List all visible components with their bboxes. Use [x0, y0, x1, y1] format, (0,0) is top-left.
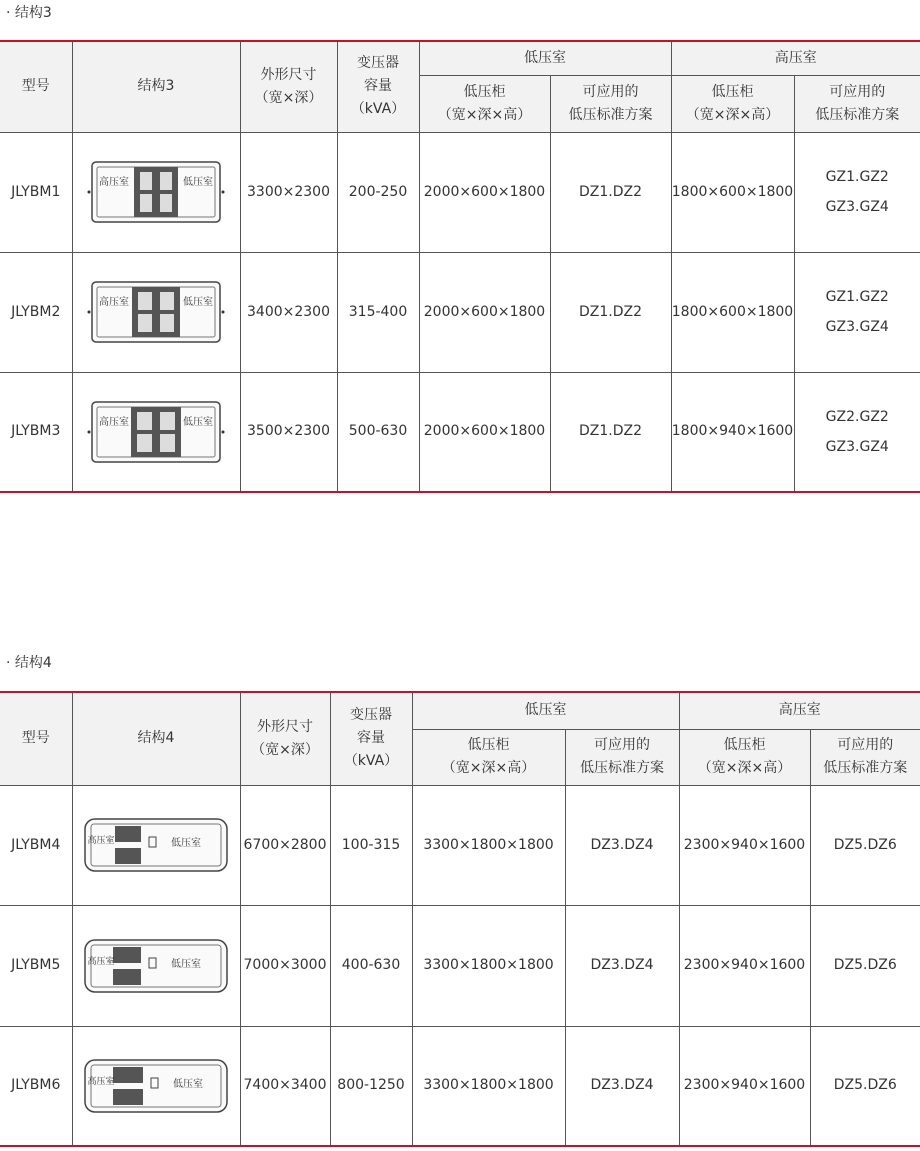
header-high-scheme: 可应用的 低压标准方案 [794, 75, 920, 132]
low-cabinet-cell: 3300×1800×1800 [412, 785, 565, 905]
header-model: 型号 [0, 692, 72, 785]
model-cell: JLYBM2 [0, 252, 72, 372]
model-cell: JLYBM1 [0, 132, 72, 252]
high-scheme-cell: GZ1.GZ2 GZ3.GZ4 [794, 132, 920, 252]
header-size: 外形尺寸 （宽×深） [240, 692, 330, 785]
table-row [0, 785, 920, 905]
layout-diagram [81, 813, 231, 877]
high-cabinet-cell: 2300×940×1600 [679, 905, 810, 1026]
size-cell: 3300×2300 [240, 132, 337, 252]
header-low-room: 低压室 [419, 41, 671, 75]
diagram-label-low: 低压室 [173, 1078, 203, 1090]
low-cabinet-cell: 3300×1800×1800 [412, 1026, 565, 1146]
layout-diagram [81, 934, 231, 998]
high-cabinet-cell: 2300×940×1600 [679, 1026, 810, 1146]
header-model: 型号 [0, 41, 72, 132]
diagram-label-low: 低压室 [183, 416, 213, 428]
low-scheme-cell: DZ1.DZ2 [550, 252, 671, 372]
header-high-scheme: 可应用的 低压标准方案 [810, 729, 920, 785]
layout-diagram [86, 392, 226, 472]
high-cabinet-cell: 1800×940×1600 [671, 372, 794, 492]
diagram-label-high: 高压室 [87, 956, 115, 967]
header-low-cabinet: 低压柜 （宽×深×高） [419, 75, 550, 132]
capacity-cell: 500-630 [337, 372, 419, 492]
low-cabinet-cell: 2000×600×1800 [419, 372, 550, 492]
header-high-cabinet: 低压柜 （宽×深×高） [671, 75, 794, 132]
diagram-label-high: 高压室 [99, 177, 129, 188]
model-cell: JLYBM4 [0, 785, 72, 905]
header-capacity: 变压器 容量 （kVA） [337, 41, 419, 132]
spec-table-structure3 [0, 40, 920, 493]
high-scheme-cell: DZ5.DZ6 [810, 785, 920, 905]
spec-table-structure4 [0, 691, 920, 1147]
size-cell: 7000×3000 [240, 905, 330, 1026]
capacity-cell: 315-400 [337, 252, 419, 372]
high-scheme-cell: DZ5.DZ6 [810, 905, 920, 1026]
high-cabinet-cell: 1800×600×1800 [671, 252, 794, 372]
structure-diagram-cell [72, 132, 240, 252]
section-title-structure4: · 结构4 [6, 655, 52, 671]
model-cell: JLYBM6 [0, 1026, 72, 1146]
layout-diagram [81, 1054, 231, 1118]
size-cell: 3400×2300 [240, 252, 337, 372]
diagram-label-high: 高压室 [99, 416, 129, 428]
structure-diagram-cell [72, 1026, 240, 1146]
structure-diagram-cell [72, 252, 240, 372]
header-capacity: 变压器 容量 （kVA） [330, 692, 412, 785]
high-scheme-cell: DZ5.DZ6 [810, 1026, 920, 1146]
structure-diagram-cell [72, 905, 240, 1026]
high-scheme-cell: GZ2.GZ2 GZ3.GZ4 [794, 372, 920, 492]
low-scheme-cell: DZ3.DZ4 [565, 905, 679, 1026]
diagram-label-high: 高压室 [99, 297, 129, 308]
table-row [0, 905, 920, 1026]
diagram-label-low: 低压室 [171, 958, 201, 970]
layout-diagram [86, 272, 226, 352]
table-row [0, 372, 920, 492]
low-cabinet-cell: 2000×600×1800 [419, 132, 550, 252]
diagram-label-low: 低压室 [183, 177, 213, 188]
diagram-label-high: 高压室 [87, 836, 115, 846]
low-scheme-cell: DZ1.DZ2 [550, 372, 671, 492]
layout-diagram [86, 152, 226, 232]
header-low-cabinet: 低压柜 （宽×深×高） [412, 729, 565, 785]
header-structure: 结构3 [72, 41, 240, 132]
header-low-scheme: 可应用的 低压标准方案 [565, 729, 679, 785]
capacity-cell: 400-630 [330, 905, 412, 1026]
size-cell: 7400×3400 [240, 1026, 330, 1146]
capacity-cell: 800-1250 [330, 1026, 412, 1146]
diagram-label-high: 高压室 [87, 1076, 115, 1087]
section-title-structure3: · 结构3 [6, 5, 52, 21]
model-cell: JLYBM3 [0, 372, 72, 492]
header-size: 外形尺寸 （宽×深） [240, 41, 337, 132]
high-cabinet-cell: 2300×940×1600 [679, 785, 810, 905]
header-structure: 结构4 [72, 692, 240, 785]
model-cell: JLYBM5 [0, 905, 72, 1026]
diagram-label-low: 低压室 [183, 297, 213, 308]
header-high-cabinet: 低压柜 （宽×深×高） [679, 729, 810, 785]
low-scheme-cell: DZ3.DZ4 [565, 785, 679, 905]
table-row [0, 132, 920, 252]
high-cabinet-cell: 1800×600×1800 [671, 132, 794, 252]
structure-diagram-cell [72, 785, 240, 905]
capacity-cell: 100-315 [330, 785, 412, 905]
header-low-scheme: 可应用的 低压标准方案 [550, 75, 671, 132]
low-scheme-cell: DZ1.DZ2 [550, 132, 671, 252]
high-scheme-cell: GZ1.GZ2 GZ3.GZ4 [794, 252, 920, 372]
header-low-room: 低压室 [412, 692, 679, 729]
table-row [0, 1026, 920, 1146]
low-cabinet-cell: 2000×600×1800 [419, 252, 550, 372]
header-high-room: 高压室 [679, 692, 920, 729]
structure-diagram-cell [72, 372, 240, 492]
capacity-cell: 200-250 [337, 132, 419, 252]
low-cabinet-cell: 3300×1800×1800 [412, 905, 565, 1026]
size-cell: 6700×2800 [240, 785, 330, 905]
low-scheme-cell: DZ3.DZ4 [565, 1026, 679, 1146]
header-high-room: 高压室 [671, 41, 920, 75]
diagram-label-low: 低压室 [171, 838, 201, 849]
size-cell: 3500×2300 [240, 372, 337, 492]
table-row [0, 252, 920, 372]
